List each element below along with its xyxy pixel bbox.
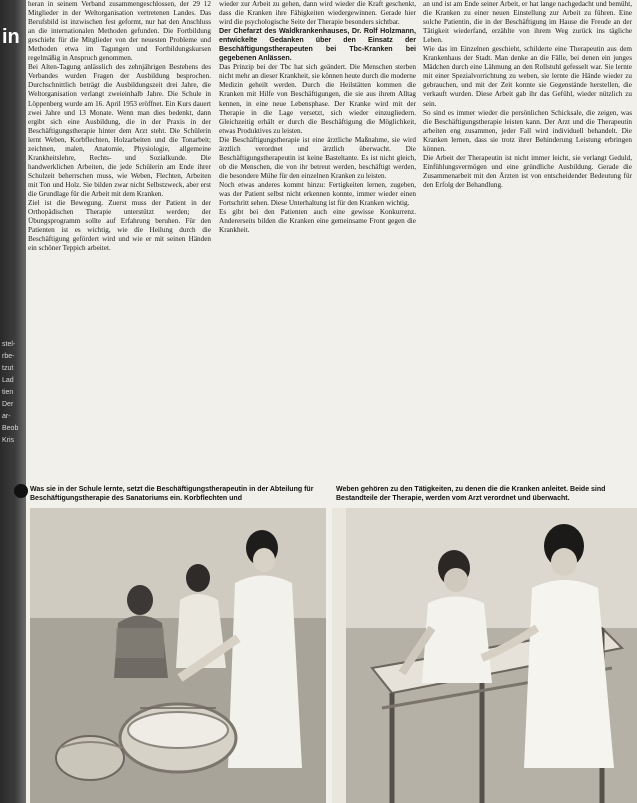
paragraph: Die Arbeit der Therapeutin ist nicht immer leicht, sie verlangt Geduld, Einfühlungsvermögen und eine gründliche Ausbildung. Gerade die Zusammenarbeit mit den Ärzten ist von entscheidender Bedeutung für den Erfolg der Behandlung. [423, 153, 632, 189]
paragraph: heran in seinem Verband zusammengeschlossen, der 29 12 Mitglieder in der Weltorganisation vertretenen Landes. Das Berufsbild ist inzwischen fest geformt, nur hat den Anschluss an die internationalen Methoden gefunden. Die Fortbildung geschieht für die Mitglieder von der neuesten Probleme und Methoden etwa im Tagungen und Fortbildungskursen regelmäßig in Anspruch genommen. [28, 0, 211, 63]
subheading: Der Chefarzt des Waldkrankenhauses, Dr. Rolf Holzmann, entwickelte Gedanken über den Einsatz der Beschäftigungstherapeuten bei Tbc-Kranken bei gegebenen Anlässen. [219, 27, 416, 63]
adjacent-fragment: Beob [2, 425, 19, 432]
paragraph: Das Prinzip bei der Tbc hat sich geändert. Die Menschen sterben nicht mehr an dieser Krankheit, sie können heute durch die moderne Medizin geheilt werden. Durch die Heilstätten kommen die Kranken mit Hilfe von Beschäftigungen, die sie aus ihrem Alltag kennen, in eine neue Lebensphase. Der Kranke wird mit der Therapie in die Lage versetzt, sich wieder einzugliedern. Gleichzeitig erhält er durch die Beschäftigung die Möglichkeit, etwas Produktives zu leisten. [219, 63, 416, 135]
adjacent-fragment: Kris [2, 437, 15, 444]
paragraph: Es gibt bei den Patienten auch eine gewisse Konkurrenz. Andererseits bilden die Kranken eine gemeinsame Front gegen die Krankheit. [219, 208, 416, 235]
photo-loom-weaving-illustration [332, 508, 637, 803]
paragraph: Die Beschäftigungstherapie ist eine ärztliche Maßnahme, sie wird ärztlich verordnet und ärztlich überwacht. Die Beschäftigungstherapeutin ist keine Basteltante. Es ist nicht gleich, ob die Menschen, die von ihr betreut werden, beschäftigt werden, die besondere Mühe für den einzelnen Kranken zu leisten. [219, 135, 416, 180]
photo-loom-weaving [332, 508, 637, 803]
adjacent-fragment: tien [2, 389, 14, 396]
paragraph: wieder zur Arbeit zu gehen, dann wird wieder die Kraft geschenkt, dass die Kranken ihre Fähigkeiten wiedergewinnen. Gerade hier wird die psychologische Seite der Therapie besonders sichtbar. [219, 0, 416, 27]
adjacent-fragment: rbe- [2, 353, 15, 360]
adjacent-fragment: ar- [2, 413, 11, 420]
adjacent-page-edge [0, 0, 26, 803]
photo-basket-weaving [30, 508, 326, 803]
article-column-1 [28, 0, 211, 483]
paragraph: Noch etwas anderes kommt hinzu: Fertigkeiten lernen, zugeben, was der Patient selbst nicht erkennen konnte, immer wieder einen Fortschritt sehen. Diese Unterhaltung ist für den Kranken wichtig. [219, 180, 416, 208]
adjacent-page-letter: in [2, 26, 20, 48]
article-column-2 [219, 0, 416, 483]
paragraph: Wie das im Einzelnen geschieht, schilderte eine Therapeutin aus dem Krankenhaus der Stadt. Man denke an die Fälle, bei denen ein junges Mädchen durch eine Lähmung an den Rollstuhl gefesselt war. Sie lernte mit einer Spezialvorrichtung zu weben, sie lernte die Hände wieder zu gebrauchen, und mit der Zeit konnte sie Gegenstände herstellen, die verkauft wurden. Diese Arbeit gab ihr das Gefühl, wieder nützlich zu sein. [423, 45, 632, 108]
photo-border [332, 508, 346, 803]
article-column-3 [423, 0, 632, 483]
photo-caption-left: Was sie in der Schule lernte, setzt die Beschäftigungstherapeutin in der Abteilung für Beschäftigungstherapie des Sanatoriums ein. Korbflechten und [30, 486, 314, 502]
paragraph: Ziel ist die Bewegung. Zuerst muss der Patient in der Orthopädischen Therapie unterstützt werden; der Übungsprogramm sollte auf Erfahrung beruhen. Für den Patienten ist es wichtig, wie die Heilung durch die Beschäftigung gefördert wird und wie er mit seinen Händen ein schöner Teppich arbeitet. [28, 199, 211, 253]
paragraph: So sind es immer wieder die persönlichen Schicksale, die zeigen, was die Beschäftigungstherapie leisten kann. Der Arzt und die Therapeutin arbeiten eng zusammen, jeder Fall wird individuell behandelt. Die Kranken lernen, dass sie trotz ihrer Behinderung Leistung erbringen können. [423, 108, 632, 153]
photo-caption-right: Weben gehören zu den Tätigkeiten, zu denen die die Kranken anleitet. Beide sind Bestandteile der Therapie, werden vom Arzt verordnet und überwacht. [336, 486, 606, 502]
paragraph: Bei Alten-Tagung anlässlich des zehnjährigen Bestehens des Verbandes wurden Fragen der Ausbildung besprochen. Durchschnittlich beträgt die Ausbildungszeit drei Jahre, die Weltorganisation verlangt zweieinhalb Jahre. Die Schule in Löppenberg wurde am 16. April 1953 eröffnet. Ein Kurs dauert zwei Jahre und 13 Monate. Wenn man dies bedenkt, dann ergibt sich eine Ausbildung, die in der Praxis in der Beschäftigungstherapie hinter dem Arzt steht. Die Schülerin lernt Weben, Korbflechten, Holzarbeiten und die Tonarbeit; zeichnen, malen, Anatomie, Physiologie, allgemeine Krankheitslehre, Rechts- und Sozialkunde. Die handwerklichen Arbeiten, die jede Schülerin am Ende ihrer Schulzeit beherrschen muss, wie Weben, Flechten, Arbeiten mit Ton und Holz. Sie bilden zwar nicht Selbstzweck, aber erst die Grundlage für die Arbeit mit dem Kranken. [28, 63, 211, 198]
adjacent-fragment: stel- [2, 341, 16, 348]
adjacent-fragment: Lad [2, 377, 14, 384]
caption-bullet-icon [14, 484, 28, 498]
paragraph: an und ist am Ende seiner Arbeit, er hat lange nachgedacht und bemüht, die Kranken zu einer neuen Einstellung zur Arbeit zu führen. Eine solche Patientin, die in der Beschäftigung im Hause die Freude an der Tätigkeit wiederfand, erzählte von ihrem Weg zurück ins tägliche Leben. [423, 0, 632, 45]
photo-basket-weaving-illustration [30, 508, 326, 803]
adjacent-fragment: Der [2, 401, 14, 408]
adjacent-fragment: tzut [2, 365, 14, 372]
